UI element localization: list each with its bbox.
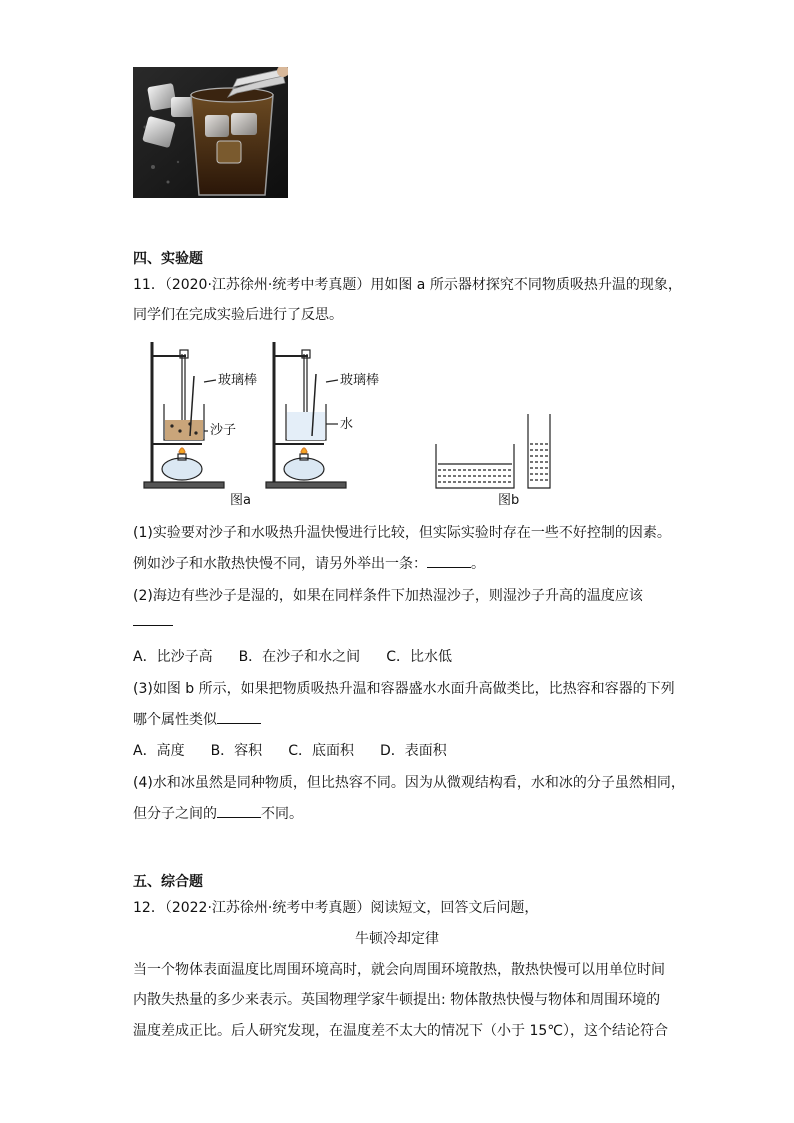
section-heading-experiment: 四、实验题: [133, 251, 203, 267]
part-4-line-2: [133, 804, 303, 824]
part-2-line-1: (2)海边有些沙子是湿的，如果在同样条件下加热湿沙子，则湿沙子升高的温度应该: [133, 588, 643, 604]
label-glass-rod-left: 玻璃棒: [218, 373, 258, 388]
part-1-end: 。: [471, 556, 485, 572]
question-11-line-2: 同学们在完成实验后进行了反思。: [133, 307, 343, 323]
article-title: 牛顿冷却定律: [355, 931, 439, 947]
option-2b[interactable]: B．在沙子和水之间: [238, 649, 361, 665]
part-3-text: 哪个属性类似: [133, 712, 217, 728]
part-4-end: 不同。: [261, 806, 303, 822]
question-11-line-1: 11．（2020·江苏徐州·统考中考真题）用如图 a 所示器材探究不同物质吸热升温的现象，: [133, 277, 682, 293]
option-3a[interactable]: A．高度: [133, 743, 185, 759]
article-line-1: 当一个物体表面温度比周围环境高时，就会向周围环境散热，散热快慢可以用单位时间: [133, 962, 665, 978]
question-12-line-1: 12．（2022·江苏徐州·统考中考真题）阅读短文，回答文后问题，: [133, 900, 539, 916]
part-1-line-1: (1)实验要对沙子和水吸热升温快慢进行比较，但实际实验时存在一些不好控制的因素。: [133, 525, 671, 541]
label-sand: 沙子: [210, 423, 237, 438]
answer-blank-4[interactable]: [217, 805, 261, 818]
article-line-3: 温度差成正比。后人研究发现，在温度差不太大的情况下（小于 15℃），这个结论符合: [133, 1023, 668, 1039]
section-heading-comprehensive: 五、综合题: [133, 874, 203, 890]
caption-figure-a: 图a: [230, 493, 251, 508]
figure-apparatus: [130, 336, 600, 516]
article-line-2: 内散失热量的多少来表示。英国物理学家牛顿提出: 物体散热快慢与物体和周围环境的: [133, 992, 661, 1008]
label-water: 水: [340, 417, 354, 432]
part-2-options: [133, 647, 478, 667]
answer-blank-3[interactable]: [217, 711, 261, 724]
part-3-line-2: [133, 710, 261, 730]
ice-cube-photo: [133, 67, 288, 198]
option-3b[interactable]: B．容积: [210, 743, 263, 759]
caption-figure-b: 图b: [498, 493, 520, 508]
part-3-options: [133, 741, 473, 761]
option-3d[interactable]: D．表面积: [379, 743, 447, 759]
part-4-line-1: (4)水和冰虽然是同种物质，但比热容不同。因为从微观结构看，水和冰的分子虽然相同，: [133, 775, 685, 791]
apparatus-diagram: [130, 336, 600, 516]
option-2a[interactable]: A．比沙子高: [133, 649, 213, 665]
part-1-text: 例如沙子和水散热快慢不同，请另外举出一条：: [133, 556, 427, 572]
option-3c[interactable]: C．底面积: [288, 743, 354, 759]
part-3-line-1: (3)如图 b 所示，如果把物质吸热升温和容器盛水水面升高做类比，比热容和容器的下列: [133, 681, 675, 697]
part-4-text: 但分子之间的: [133, 806, 217, 822]
answer-blank-1[interactable]: [427, 555, 471, 568]
part-1-line-2: [133, 554, 485, 574]
option-2c[interactable]: C．比水低: [386, 649, 452, 665]
ice-glass-illustration: [133, 67, 288, 198]
label-glass-rod-right: 玻璃棒: [340, 373, 380, 388]
answer-blank-2[interactable]: [133, 625, 173, 626]
